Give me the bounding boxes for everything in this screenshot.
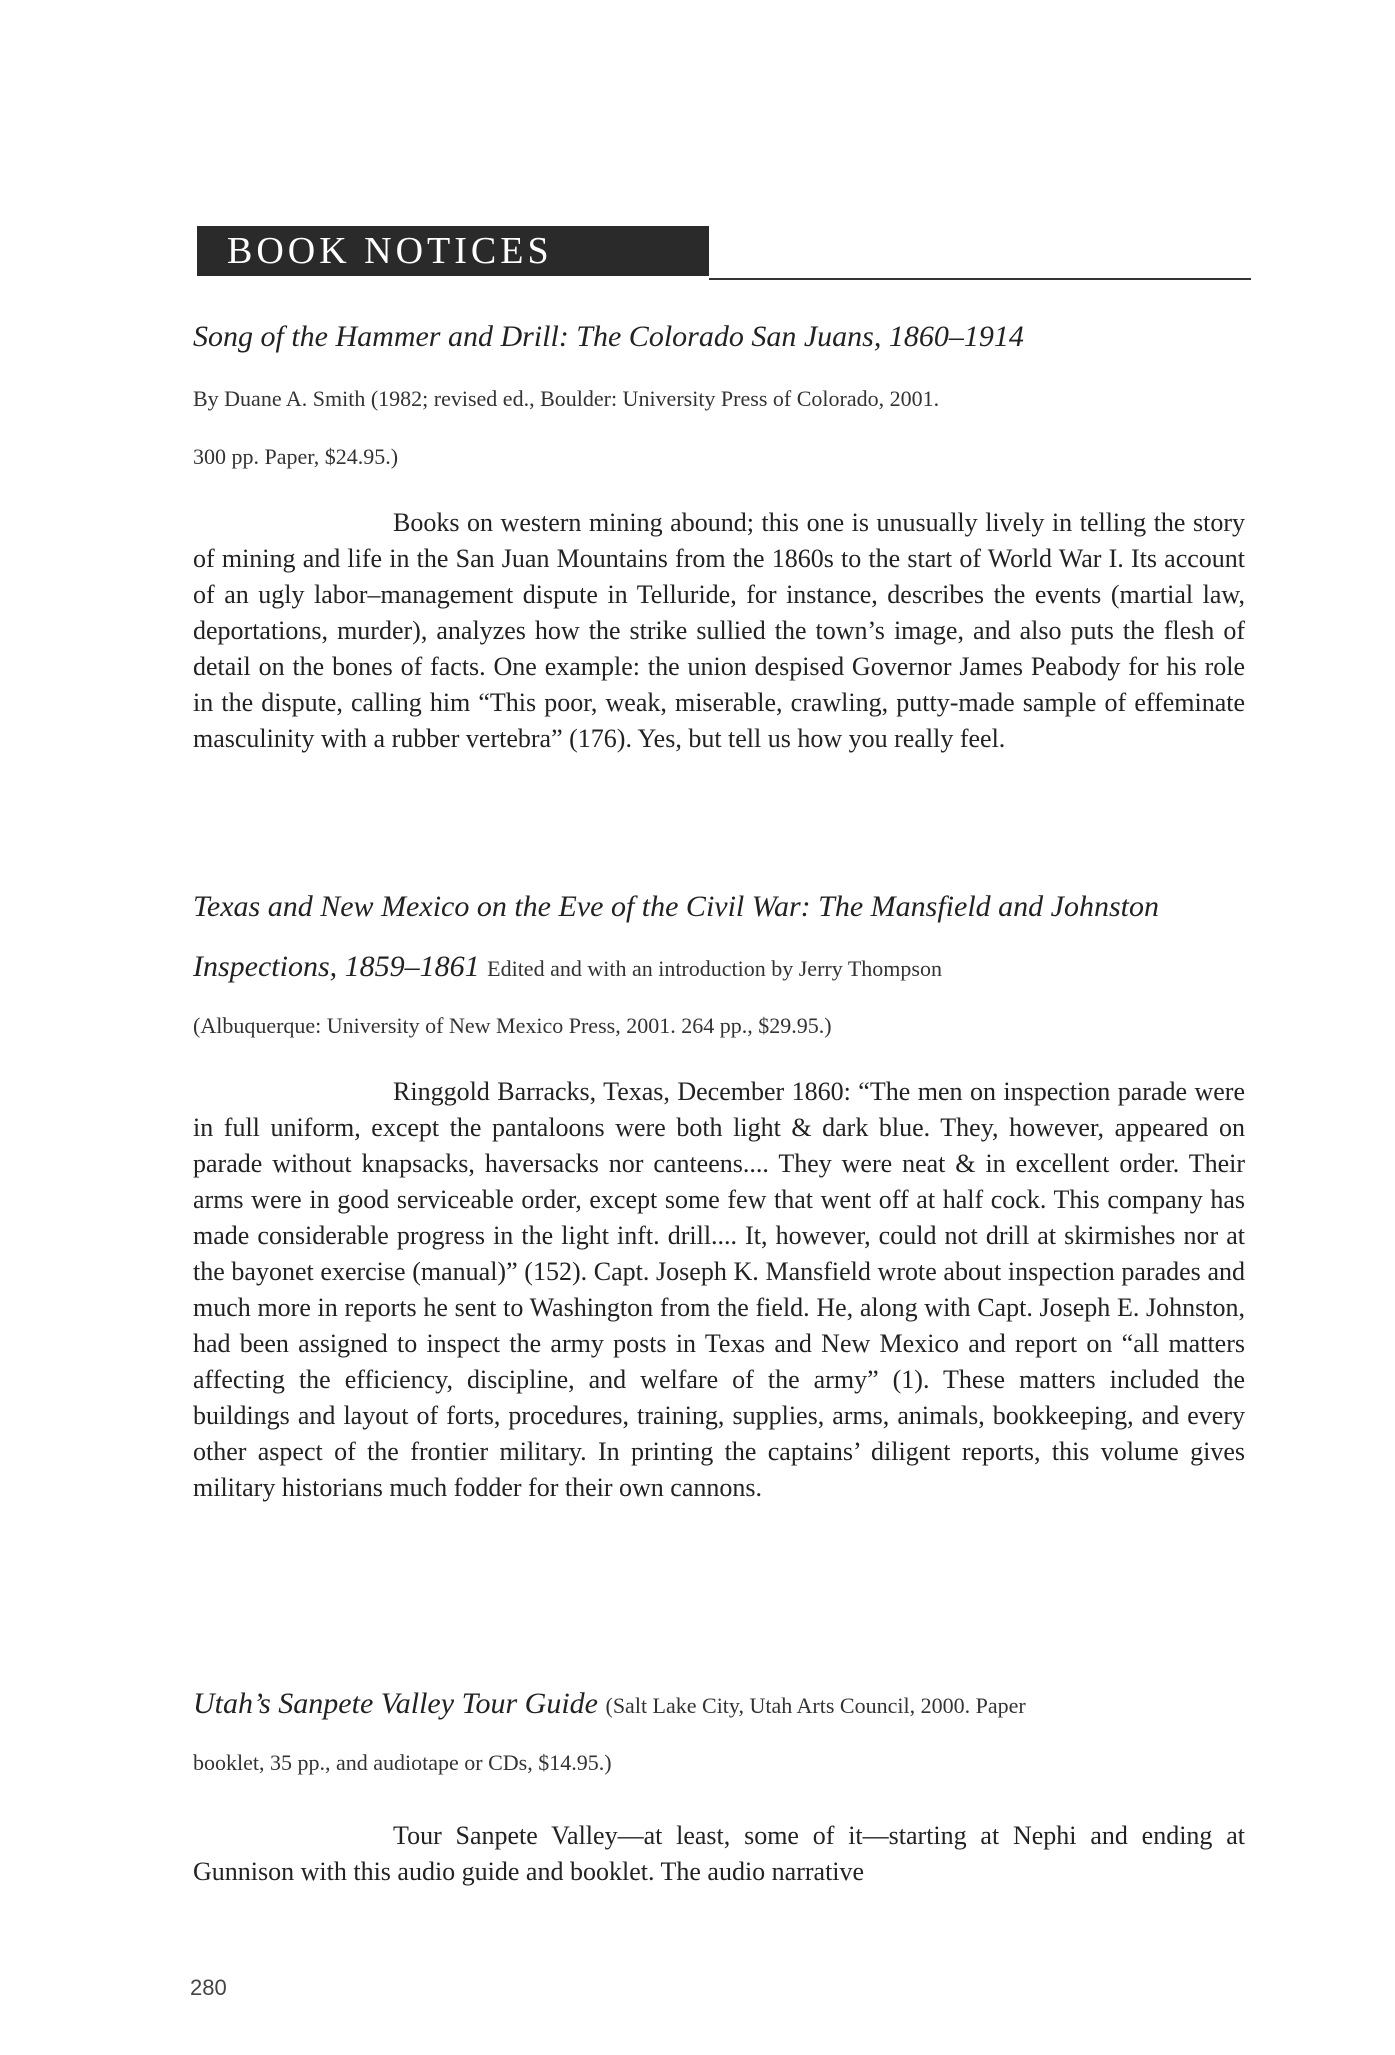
notice-1-meta-line-2: 300 pp. Paper, $24.95.): [193, 444, 399, 469]
book-notice-2: [193, 888, 1245, 926]
book-notice-1: [193, 318, 1245, 356]
notice-3-body-wrap: [193, 1818, 1245, 1890]
notice-2-body: Ringgold Barracks, Texas, December 1860: “The men on inspection parade were in full uniform, except the pantaloons were both light & dark blue. They, however, appeared on parade without knapsacks, haversacks nor canteens.... They were neat & in excellent order. Their arms were in good serviceable order, except some few that went off at half cock. This company has made considerable progress in the light inft. drill.... It, however, could not drill at skirmishes nor at the bayonet exercise (manual)” (152). Capt. Joseph K. Mansfield wrote about inspection parades and much more in reports he sent to Washington from the field. He, along with Capt. Joseph E. Johnston, had been assigned to inspect the army posts in Texas and New Mexico and report on “all matters affecting the efficiency, discipline, and welfare of the army” (1). These matters included the buildings and layout of forts, procedures, training, supplies, arms, animals, bookkeeping, and every other aspect of the frontier military. In printing the captains’ diligent reports, this volume gives military historians much fodder for their own cannons.: [193, 1077, 1245, 1502]
notice-2-title-line-2: Inspections, 1859–1861: [193, 950, 480, 983]
notice-1-meta-line-1: By Duane A. Smith (1982; revised ed., Boulder: University Press of Colorado, 2001.: [193, 386, 940, 411]
section-header-label: BOOK NOTICES: [197, 226, 709, 276]
book-notice-3: [193, 1685, 1245, 1725]
notice-3-title: Utah’s Sanpete Valley Tour Guide: [193, 1687, 598, 1720]
notice-3-meta-line-1: booklet, 35 pp., and audiotape or CDs, $14.95.): [193, 1750, 612, 1775]
notice-2-meta-line-1: (Albuquerque: University of New Mexico Press, 2001. 264 pp., $29.95.): [193, 1013, 832, 1038]
notice-2-meta-wrap: [193, 1013, 1245, 1039]
notice-1-body-wrap: [193, 505, 1245, 757]
notice-3-meta-wrap: [193, 1750, 1245, 1776]
notice-1-meta: [193, 386, 1245, 412]
notice-2-title-2-wrap: [193, 948, 1245, 988]
notice-3-body: Tour Sanpete Valley—at least, some of it—starting at Nephi and ending at Gunnison with this audio guide and booklet. The audio narrative: [193, 1821, 1245, 1886]
section-header: [197, 226, 1251, 280]
notice-2-title-line-2-row: [193, 948, 1245, 988]
notice-1-body: Books on western mining abound; this one is unusually lively in telling the story of mining and life in the San Juan Mountains from the 1860s to the start of World War I. Its account of an ugly labor–management dispute in Telluride, for instance, describes the events (martial law, deportations, murder), analyzes how the strike sullied the town’s image, and also puts the flesh of detail on the bones of facts. One example: the union despised Governor James Peabody for his role in the dispute, calling him “This poor, weak, miserable, crawling, putty-made sample of effeminate masculinity with a rubber vertebra” (176). Yes, but tell us how you really feel.: [193, 508, 1245, 753]
page-number: 280: [190, 1975, 227, 2000]
notice-3-meta-inline: (Salt Lake City, Utah Arts Council, 2000. Paper: [605, 1693, 1026, 1718]
notice-1-title: Song of the Hammer and Drill: The Colorado San Juans, 1860–1914: [193, 320, 1024, 353]
notice-1-meta-2-wrap: [193, 444, 1245, 470]
notice-2-body-wrap: [193, 1074, 1245, 1506]
header-rule: [709, 278, 1251, 280]
notice-2-editor: Edited and with an introduction by Jerry Thompson: [487, 956, 942, 981]
notice-3-title-row: [193, 1685, 1245, 1725]
notice-2-title-line-1: Texas and New Mexico on the Eve of the Civil War: The Mansfield and Johnston: [193, 890, 1159, 923]
